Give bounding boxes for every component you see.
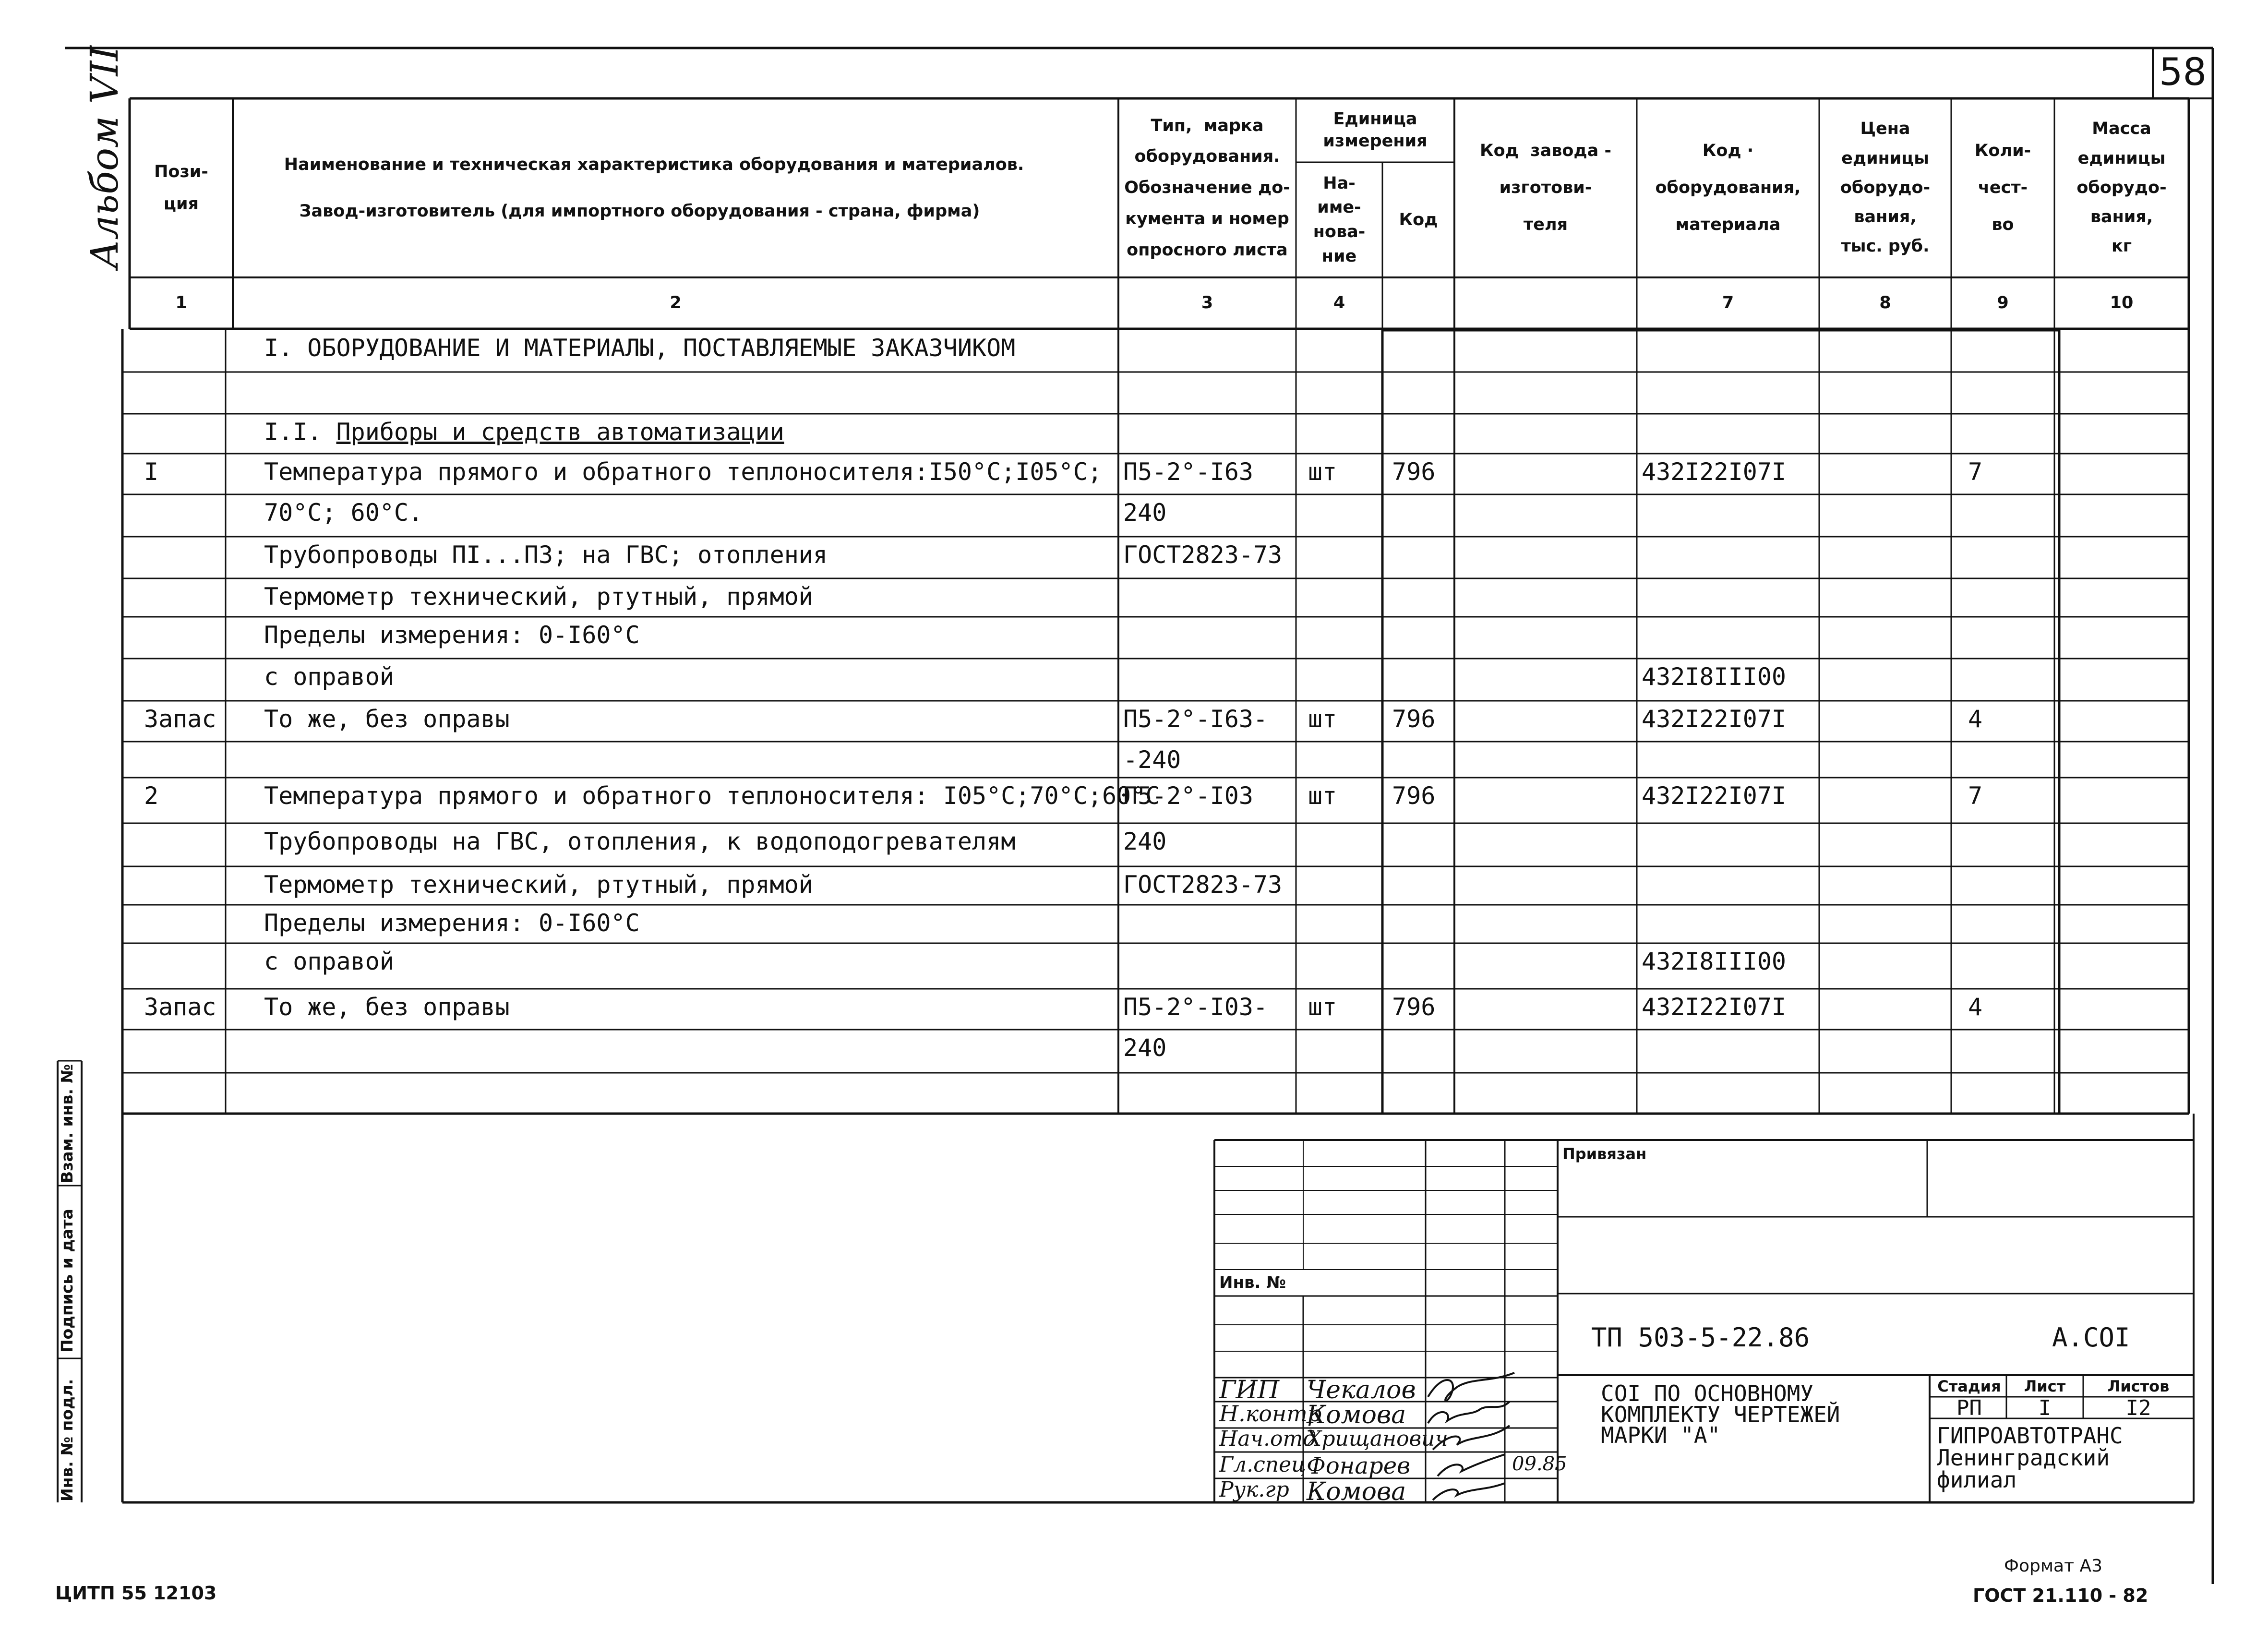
cell-quantity: 4 xyxy=(1968,705,1983,733)
role-gip: ГИП xyxy=(1219,1376,1280,1404)
cell-equipment-code: 432I22I07I xyxy=(1642,782,1787,810)
role-nach-otd: Нач.отд xyxy=(1219,1427,1317,1451)
privyazan-label: Привязан xyxy=(1562,1145,1647,1163)
header-name-line2: Завод-изготовитель (для импортного оборудования - страна, фирма) xyxy=(299,201,980,221)
header-position: Пози- ция xyxy=(154,162,208,214)
name-komova-2: Комова xyxy=(1307,1477,1406,1506)
cell-quantity: 4 xyxy=(1968,993,1983,1021)
sheet-value: I xyxy=(2038,1396,2052,1420)
album-label: Альбом VII xyxy=(82,46,127,269)
header-unit-code: Код xyxy=(1399,210,1438,229)
cell-position: Запас xyxy=(144,705,216,733)
doc-mark: А.СОI xyxy=(2052,1322,2130,1353)
cell-unit: шт xyxy=(1308,782,1337,810)
role-n-kontr: Н.контр xyxy=(1219,1401,1322,1427)
stamp-sign-date: Подпись и дата xyxy=(58,1209,76,1353)
header-type: Тип, марка оборудования. Обозначение до- кумента и номер опросного листа xyxy=(1124,116,1290,260)
cell-unit: шт xyxy=(1308,993,1337,1021)
name-komova-1: Комова xyxy=(1307,1401,1406,1429)
col-number-3: 3 xyxy=(1201,293,1213,313)
cell-type: 240 xyxy=(1123,1034,1167,1062)
gost-standard: ГОСТ 21.110 - 82 xyxy=(1973,1585,2148,1606)
header-quantity: Коли- чест- во xyxy=(1974,141,2031,234)
cell-unit-code: 796 xyxy=(1392,993,1436,1021)
cell-type: П5-2°-I03- xyxy=(1123,993,1268,1021)
signature-marks xyxy=(1423,1368,1567,1507)
col-number-2: 2 xyxy=(670,293,682,313)
header-unit-name: На- име- нова- ние xyxy=(1313,173,1366,266)
doc-title: СОI ПО ОСНОВНОМУ КОМПЛЕКТУ ЧЕРТЕЖЕЙ МАРКИ "А" xyxy=(1601,1380,1840,1449)
cell-type: П5-2°-I63- xyxy=(1123,705,1268,733)
col-number-4: 4 xyxy=(1333,293,1345,313)
col-number-1: 1 xyxy=(175,293,187,313)
header-equipment-code: Код · оборудования, материала xyxy=(1655,141,1801,234)
header-price: Цена единицы оборудо- вания, тыс. руб. xyxy=(1840,119,1931,256)
name-fonarev: Фонарев xyxy=(1307,1452,1411,1479)
cell-name: Пределы измерения: 0-I60°С xyxy=(264,621,640,649)
stage-value: РП xyxy=(1956,1396,1982,1420)
col-number-10: 10 xyxy=(2110,293,2134,313)
cell-equipment-code: 432I8III00 xyxy=(1642,663,1787,691)
header-name-line1: Наименование и техническая характеристика оборудования и материалов. xyxy=(284,155,1024,174)
role-gl-spec: Гл.спец xyxy=(1219,1452,1306,1477)
name-chekalov: Чекалов xyxy=(1307,1376,1416,1404)
cell-equipment-code: 432I22I07I xyxy=(1642,993,1787,1021)
cell-type: П5-2°-I63 xyxy=(1123,458,1253,486)
stamp-inv-podl: Инв. № подл. xyxy=(58,1379,76,1501)
cell-name: Пределы измерения: 0-I60°С xyxy=(264,909,640,937)
cell-name: Трубопроводы ПI...П3; на ГВС; отопления xyxy=(264,541,828,569)
name-khrishchanovich: Хрищанович xyxy=(1307,1427,1448,1451)
header-factory-code: Код завода - изготови- теля xyxy=(1479,141,1612,234)
cell-name: с оправой xyxy=(264,948,394,975)
col-number-9: 9 xyxy=(1997,293,2009,313)
cell-type: -240 xyxy=(1123,746,1181,774)
stage-label: Стадия xyxy=(1937,1377,2001,1395)
page-number: 58 xyxy=(2159,51,2207,94)
col-number-7: 7 xyxy=(1722,293,1734,313)
sheets-label: Листов xyxy=(2107,1377,2170,1395)
cell-unit: шт xyxy=(1308,458,1337,486)
cell-position: I xyxy=(144,458,159,486)
role-ruk-gr: Рук.гр xyxy=(1219,1477,1289,1502)
col-number-8: 8 xyxy=(1879,293,1891,313)
stamp-vzam-inv: Взам. инв. № xyxy=(58,1064,76,1183)
cell-name: Термометр технический, ртутный, прямой xyxy=(264,871,813,899)
cell-equipment-code: 432I8III00 xyxy=(1642,948,1787,975)
cell-unit-code: 796 xyxy=(1392,782,1436,810)
cell-type: П5-2°-I03 xyxy=(1123,782,1253,810)
cell-name: То же, без оправы xyxy=(264,993,510,1021)
header-name xyxy=(233,98,1118,277)
cell-unit-code: 796 xyxy=(1392,705,1436,733)
cell-name: I.I. Приборы и средств автоматизации xyxy=(264,418,784,446)
cell-name: Температура прямого и обратного теплоносителя:I50°С;I05°С; xyxy=(264,458,1102,486)
sheets-value: I2 xyxy=(2125,1396,2151,1420)
header-mass: Масса единицы оборудо- вания, кг xyxy=(2076,119,2167,256)
cell-type: 240 xyxy=(1123,828,1167,855)
cell-name: с оправой xyxy=(264,663,394,691)
approval-date: 09.85 xyxy=(1512,1453,1567,1475)
cell-quantity: 7 xyxy=(1968,782,1983,810)
cell-type: 240 xyxy=(1123,499,1167,527)
cell-position: 2 xyxy=(144,782,159,810)
organization: ГИПРОАВТОТРАНС Ленинградский филиал xyxy=(1937,1423,2123,1493)
cell-unit-code: 796 xyxy=(1392,458,1436,486)
cell-type: ГОСТ2823-73 xyxy=(1123,541,1283,569)
doc-code: ТП 503-5-22.86 xyxy=(1591,1322,1810,1353)
sheet-label: Лист xyxy=(2024,1377,2066,1395)
cell-name: I. ОБОРУДОВАНИЕ И МАТЕРИАЛЫ, ПОСТАВЛЯЕМЫЕ ЗАКАЗЧИКОМ xyxy=(264,334,1016,362)
cell-type: ГОСТ2823-73 xyxy=(1123,871,1283,899)
inv-number-label: Инв. № xyxy=(1219,1273,1286,1292)
cell-name: Термометр технический, ртутный, прямой xyxy=(264,583,813,611)
cell-position: Запас xyxy=(144,993,216,1021)
sheet-format: Формат А3 xyxy=(2004,1556,2103,1576)
print-code: ЦИТП 55 12103 xyxy=(55,1583,217,1604)
cell-equipment-code: 432I22I07I xyxy=(1642,458,1787,486)
cell-name: Температура прямого и обратного теплоносителя: I05°С;70°С;60°С xyxy=(264,782,1160,810)
cell-quantity: 7 xyxy=(1968,458,1983,486)
cell-name: То же, без оправы xyxy=(264,705,510,733)
cell-name: Трубопроводы на ГВС, отопления, к водоподогревателям xyxy=(264,828,1016,855)
cell-unit: шт xyxy=(1308,705,1337,733)
cell-equipment-code: 432I22I07I xyxy=(1642,705,1787,733)
header-unit: Единица измерения xyxy=(1323,109,1428,151)
cell-name: 70°С; 60°С. xyxy=(264,499,423,527)
